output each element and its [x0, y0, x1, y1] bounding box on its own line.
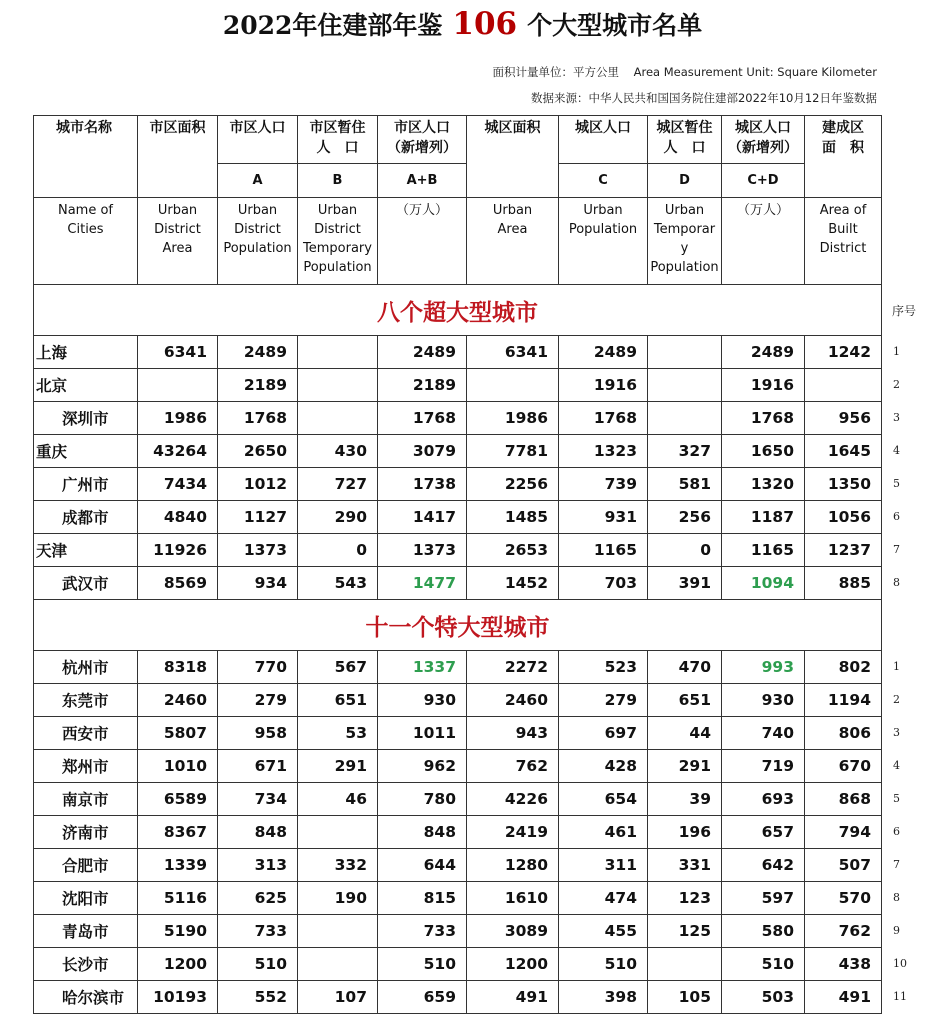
table-cell: 1738: [378, 468, 467, 501]
header-code: C+D: [722, 164, 805, 198]
table-cell: 931: [559, 501, 648, 534]
header-urban-temp-population: 城区暂住 人 口: [648, 116, 722, 164]
table-cell: [298, 816, 378, 849]
table-cell: 644: [378, 849, 467, 882]
header-urban-district-temp-population: 市区暂住 人 口: [298, 116, 378, 164]
sequence-number: 7: [893, 858, 900, 871]
table-cell: 1477: [378, 567, 467, 600]
table-cell: 1094: [722, 567, 805, 600]
table-cell: 1452: [467, 567, 559, 600]
city-name: 青岛市: [34, 915, 138, 948]
table-row: [34, 567, 882, 600]
header-code: A: [218, 164, 298, 198]
table-cell: 2489: [218, 336, 298, 369]
table-row: [34, 915, 882, 948]
city-name: 济南市: [34, 816, 138, 849]
table-cell: 4840: [138, 501, 218, 534]
table-cell: [298, 402, 378, 435]
city-name: 重庆: [34, 435, 138, 468]
header-en-label: （万人）: [378, 198, 467, 285]
table-cell: 7434: [138, 468, 218, 501]
table-cell: 510: [722, 948, 805, 981]
header-en-label: Name of Cities: [34, 198, 138, 285]
table-cell: 848: [218, 816, 298, 849]
table-cell: 1323: [559, 435, 648, 468]
table-cell: 570: [805, 882, 882, 915]
table-cell: 625: [218, 882, 298, 915]
table-cell: 958: [218, 717, 298, 750]
header-code: B: [298, 164, 378, 198]
table-cell: 455: [559, 915, 648, 948]
table-cell: 993: [722, 651, 805, 684]
table-cell: 956: [805, 402, 882, 435]
table-row: [34, 948, 882, 981]
table-cell: 2419: [467, 816, 559, 849]
table-cell: 8318: [138, 651, 218, 684]
title-number: 106: [452, 6, 518, 42]
table-cell: 2189: [378, 369, 467, 402]
table-cell: 2653: [467, 534, 559, 567]
table-cell: 2460: [467, 684, 559, 717]
table-cell: 930: [378, 684, 467, 717]
table-cell: 523: [559, 651, 648, 684]
sequence-header: 序号: [892, 304, 917, 318]
table-cell: 332: [298, 849, 378, 882]
table-cell: 1320: [722, 468, 805, 501]
table-cell: 1768: [378, 402, 467, 435]
sequence-number: 6: [893, 825, 900, 838]
table-cell: 0: [298, 534, 378, 567]
table-row: [34, 882, 882, 915]
table-cell: 1986: [467, 402, 559, 435]
city-name: 北京: [34, 369, 138, 402]
table-cell: 703: [559, 567, 648, 600]
table-cell: 581: [648, 468, 722, 501]
city-name: 郑州市: [34, 750, 138, 783]
table-cell: 8569: [138, 567, 218, 600]
header-en-label: Urban District Population: [218, 198, 298, 285]
table-cell: 7781: [467, 435, 559, 468]
table-cell: 53: [298, 717, 378, 750]
city-name: 成都市: [34, 501, 138, 534]
table-cell: 2460: [138, 684, 218, 717]
city-name: 深圳市: [34, 402, 138, 435]
table-cell: 719: [722, 750, 805, 783]
table-cell: 291: [648, 750, 722, 783]
table-cell: 5190: [138, 915, 218, 948]
table-cell: 196: [648, 816, 722, 849]
city-name: 杭州市: [34, 651, 138, 684]
table-cell: 430: [298, 435, 378, 468]
table-cell: 510: [378, 948, 467, 981]
table-cell: 3089: [467, 915, 559, 948]
header-urban-pop-total: 城区人口 （新增列）: [722, 116, 805, 164]
table-cell: [298, 336, 378, 369]
table-cell: 734: [218, 783, 298, 816]
table-cell: 510: [559, 948, 648, 981]
table-cell: 1127: [218, 501, 298, 534]
header-urban-district-pop-total: 市区人口 （新增列）: [378, 116, 467, 164]
header-en-label: Urban Population: [559, 198, 648, 285]
table-cell: 1485: [467, 501, 559, 534]
table-cell: 1986: [138, 402, 218, 435]
table-cell: 597: [722, 882, 805, 915]
city-name: 合肥市: [34, 849, 138, 882]
table-cell: 962: [378, 750, 467, 783]
table-cell: 2650: [218, 435, 298, 468]
header-code: D: [648, 164, 722, 198]
table-cell: 256: [648, 501, 722, 534]
table-cell: 428: [559, 750, 648, 783]
table-cell: 642: [722, 849, 805, 882]
table-cell: [138, 369, 218, 402]
sequence-number: 5: [893, 477, 900, 490]
table-row: [34, 849, 882, 882]
sequence-number: 1: [893, 660, 900, 673]
table-cell: 1237: [805, 534, 882, 567]
table-cell: 8367: [138, 816, 218, 849]
table-cell: 44: [648, 717, 722, 750]
header-en-label: Urban District Area: [138, 198, 218, 285]
table-cell: 657: [722, 816, 805, 849]
table-cell: [648, 948, 722, 981]
table-cell: 651: [298, 684, 378, 717]
table-cell: 659: [378, 981, 467, 1014]
table-cell: 885: [805, 567, 882, 600]
table-cell: 762: [467, 750, 559, 783]
city-name: 西安市: [34, 717, 138, 750]
table-row: [34, 501, 882, 534]
table-row: [34, 684, 882, 717]
table-cell: 2489: [378, 336, 467, 369]
table-cell: 1373: [378, 534, 467, 567]
table-cell: 311: [559, 849, 648, 882]
sequence-number: 8: [893, 891, 900, 904]
table-cell: 291: [298, 750, 378, 783]
table-row: [34, 717, 882, 750]
table-cell: 697: [559, 717, 648, 750]
table-cell: 5807: [138, 717, 218, 750]
header-code: C: [559, 164, 648, 198]
table-cell: 6341: [138, 336, 218, 369]
table-row: [34, 435, 882, 468]
page-title: [0, 6, 925, 42]
table-cell: 39: [648, 783, 722, 816]
table-cell: 733: [218, 915, 298, 948]
city-name: 天津: [34, 534, 138, 567]
table-cell: 491: [805, 981, 882, 1014]
table-cell: 1373: [218, 534, 298, 567]
section-title: 八个超大型城市: [34, 285, 882, 336]
header-urban-district-population: 市区人口: [218, 116, 298, 164]
table-cell: 105: [648, 981, 722, 1014]
table-cell: 1200: [138, 948, 218, 981]
table-cell: [805, 369, 882, 402]
table-cell: 848: [378, 816, 467, 849]
table-cell: 727: [298, 468, 378, 501]
table-cell: 543: [298, 567, 378, 600]
city-table: [33, 115, 882, 1014]
header-built-area: 建成区 面 积: [805, 116, 882, 198]
table-cell: 491: [467, 981, 559, 1014]
sequence-number: 7: [893, 543, 900, 556]
city-name: 长沙市: [34, 948, 138, 981]
table-cell: 1010: [138, 750, 218, 783]
table-row: [34, 336, 882, 369]
table-cell: [298, 948, 378, 981]
table-cell: 930: [722, 684, 805, 717]
table-cell: 654: [559, 783, 648, 816]
sequence-number: 1: [893, 345, 900, 358]
table-cell: 2272: [467, 651, 559, 684]
table-cell: 1337: [378, 651, 467, 684]
table-cell: 770: [218, 651, 298, 684]
table-cell: 693: [722, 783, 805, 816]
table-cell: 461: [559, 816, 648, 849]
table-cell: 1012: [218, 468, 298, 501]
header-urban-district-area: 市区面积: [138, 116, 218, 198]
table-cell: 1056: [805, 501, 882, 534]
table-cell: [467, 369, 559, 402]
section-title: 十一个特大型城市: [34, 600, 882, 651]
table-cell: 507: [805, 849, 882, 882]
table-cell: 5116: [138, 882, 218, 915]
sequence-number: 10: [893, 957, 907, 970]
table-cell: 802: [805, 651, 882, 684]
table-cell: 11926: [138, 534, 218, 567]
table-row: [34, 816, 882, 849]
table-cell: [298, 915, 378, 948]
city-name: 东莞市: [34, 684, 138, 717]
sequence-number: 6: [893, 510, 900, 523]
table-cell: 43264: [138, 435, 218, 468]
table-cell: 1165: [559, 534, 648, 567]
table-cell: 2256: [467, 468, 559, 501]
table-cell: 1645: [805, 435, 882, 468]
table-cell: 503: [722, 981, 805, 1014]
table-cell: 1610: [467, 882, 559, 915]
table-row: [34, 981, 882, 1014]
table-cell: 762: [805, 915, 882, 948]
table-cell: 1187: [722, 501, 805, 534]
table-row: [34, 468, 882, 501]
source-note: 数据来源：中华人民共和国国务院住建部2022年10月12日年鉴数据: [530, 91, 877, 105]
header-en-label: Area of Built District: [805, 198, 882, 285]
table-cell: 943: [467, 717, 559, 750]
table-cell: 794: [805, 816, 882, 849]
sequence-number: 3: [893, 726, 900, 739]
table-row: [34, 402, 882, 435]
table-row: [34, 369, 882, 402]
table-cell: 1916: [722, 369, 805, 402]
table-cell: 391: [648, 567, 722, 600]
table-cell: 815: [378, 882, 467, 915]
table-cell: 934: [218, 567, 298, 600]
header-urban-population: 城区人口: [559, 116, 648, 164]
unit-note: 面积计量单位：平方公里 Area Measurement Unit: Square Kilometer: [492, 65, 877, 79]
header-en-label: （万人）: [722, 198, 805, 285]
table-cell: 398: [559, 981, 648, 1014]
table-cell: 4226: [467, 783, 559, 816]
table-cell: 1916: [559, 369, 648, 402]
table-cell: 107: [298, 981, 378, 1014]
table-cell: 1650: [722, 435, 805, 468]
sequence-number: 11: [893, 990, 907, 1003]
sequence-number: 2: [893, 378, 900, 391]
table-row: [34, 534, 882, 567]
table-cell: 46: [298, 783, 378, 816]
table-cell: [648, 402, 722, 435]
city-name: 南京市: [34, 783, 138, 816]
sequence-number: 4: [893, 759, 900, 772]
table-cell: 739: [559, 468, 648, 501]
table-cell: 470: [648, 651, 722, 684]
table-cell: 279: [218, 684, 298, 717]
table-cell: 671: [218, 750, 298, 783]
sequence-number: 9: [893, 924, 900, 937]
sequence-number: 4: [893, 444, 900, 457]
table-cell: 0: [648, 534, 722, 567]
table-cell: 123: [648, 882, 722, 915]
table-cell: 1350: [805, 468, 882, 501]
table-cell: 806: [805, 717, 882, 750]
table-cell: 1768: [218, 402, 298, 435]
header-en-label: Urban Temporar y Population: [648, 198, 722, 285]
table-cell: 6589: [138, 783, 218, 816]
sequence-number: 8: [893, 576, 900, 589]
table-cell: 740: [722, 717, 805, 750]
table-cell: 2489: [722, 336, 805, 369]
city-name: 广州市: [34, 468, 138, 501]
table-cell: 2189: [218, 369, 298, 402]
header-code: A+B: [378, 164, 467, 198]
table-cell: 780: [378, 783, 467, 816]
title-suffix: 个大型城市名单: [527, 11, 703, 40]
table-cell: 510: [218, 948, 298, 981]
table-cell: 733: [378, 915, 467, 948]
table-cell: 6341: [467, 336, 559, 369]
header-en-label: Urban Area: [467, 198, 559, 285]
table-cell: 3079: [378, 435, 467, 468]
table-cell: [298, 369, 378, 402]
sequence-number: 5: [893, 792, 900, 805]
title-prefix: 2022年住建部年鉴: [222, 11, 443, 40]
table-cell: 438: [805, 948, 882, 981]
table-cell: 1165: [722, 534, 805, 567]
table-row: [34, 783, 882, 816]
header-city-name: 城市名称: [34, 116, 138, 198]
header-en-label: Urban District Temporary Population: [298, 198, 378, 285]
sequence-number: 2: [893, 693, 900, 706]
table-row: [34, 651, 882, 684]
table-row: [34, 750, 882, 783]
table-cell: 1011: [378, 717, 467, 750]
city-name: 武汉市: [34, 567, 138, 600]
table-cell: 1768: [722, 402, 805, 435]
table-cell: 190: [298, 882, 378, 915]
table-cell: 1768: [559, 402, 648, 435]
table-cell: 1242: [805, 336, 882, 369]
table-cell: 327: [648, 435, 722, 468]
table-cell: 1194: [805, 684, 882, 717]
sequence-number: 3: [893, 411, 900, 424]
table-cell: 670: [805, 750, 882, 783]
table-cell: 279: [559, 684, 648, 717]
table-cell: 474: [559, 882, 648, 915]
table-cell: 1339: [138, 849, 218, 882]
table-cell: 290: [298, 501, 378, 534]
city-name: 哈尔滨市: [34, 981, 138, 1014]
header-urban-area: 城区面积: [467, 116, 559, 198]
city-name: 沈阳市: [34, 882, 138, 915]
table-cell: 868: [805, 783, 882, 816]
table-cell: [648, 369, 722, 402]
table-cell: 1417: [378, 501, 467, 534]
table-cell: 1280: [467, 849, 559, 882]
table-cell: 552: [218, 981, 298, 1014]
table-cell: 2489: [559, 336, 648, 369]
table-cell: 313: [218, 849, 298, 882]
table-cell: 1200: [467, 948, 559, 981]
table-cell: 580: [722, 915, 805, 948]
table-cell: 10193: [138, 981, 218, 1014]
table-cell: 567: [298, 651, 378, 684]
table-cell: [648, 336, 722, 369]
table-cell: 331: [648, 849, 722, 882]
city-name: 上海: [34, 336, 138, 369]
table-cell: 651: [648, 684, 722, 717]
table-cell: 125: [648, 915, 722, 948]
